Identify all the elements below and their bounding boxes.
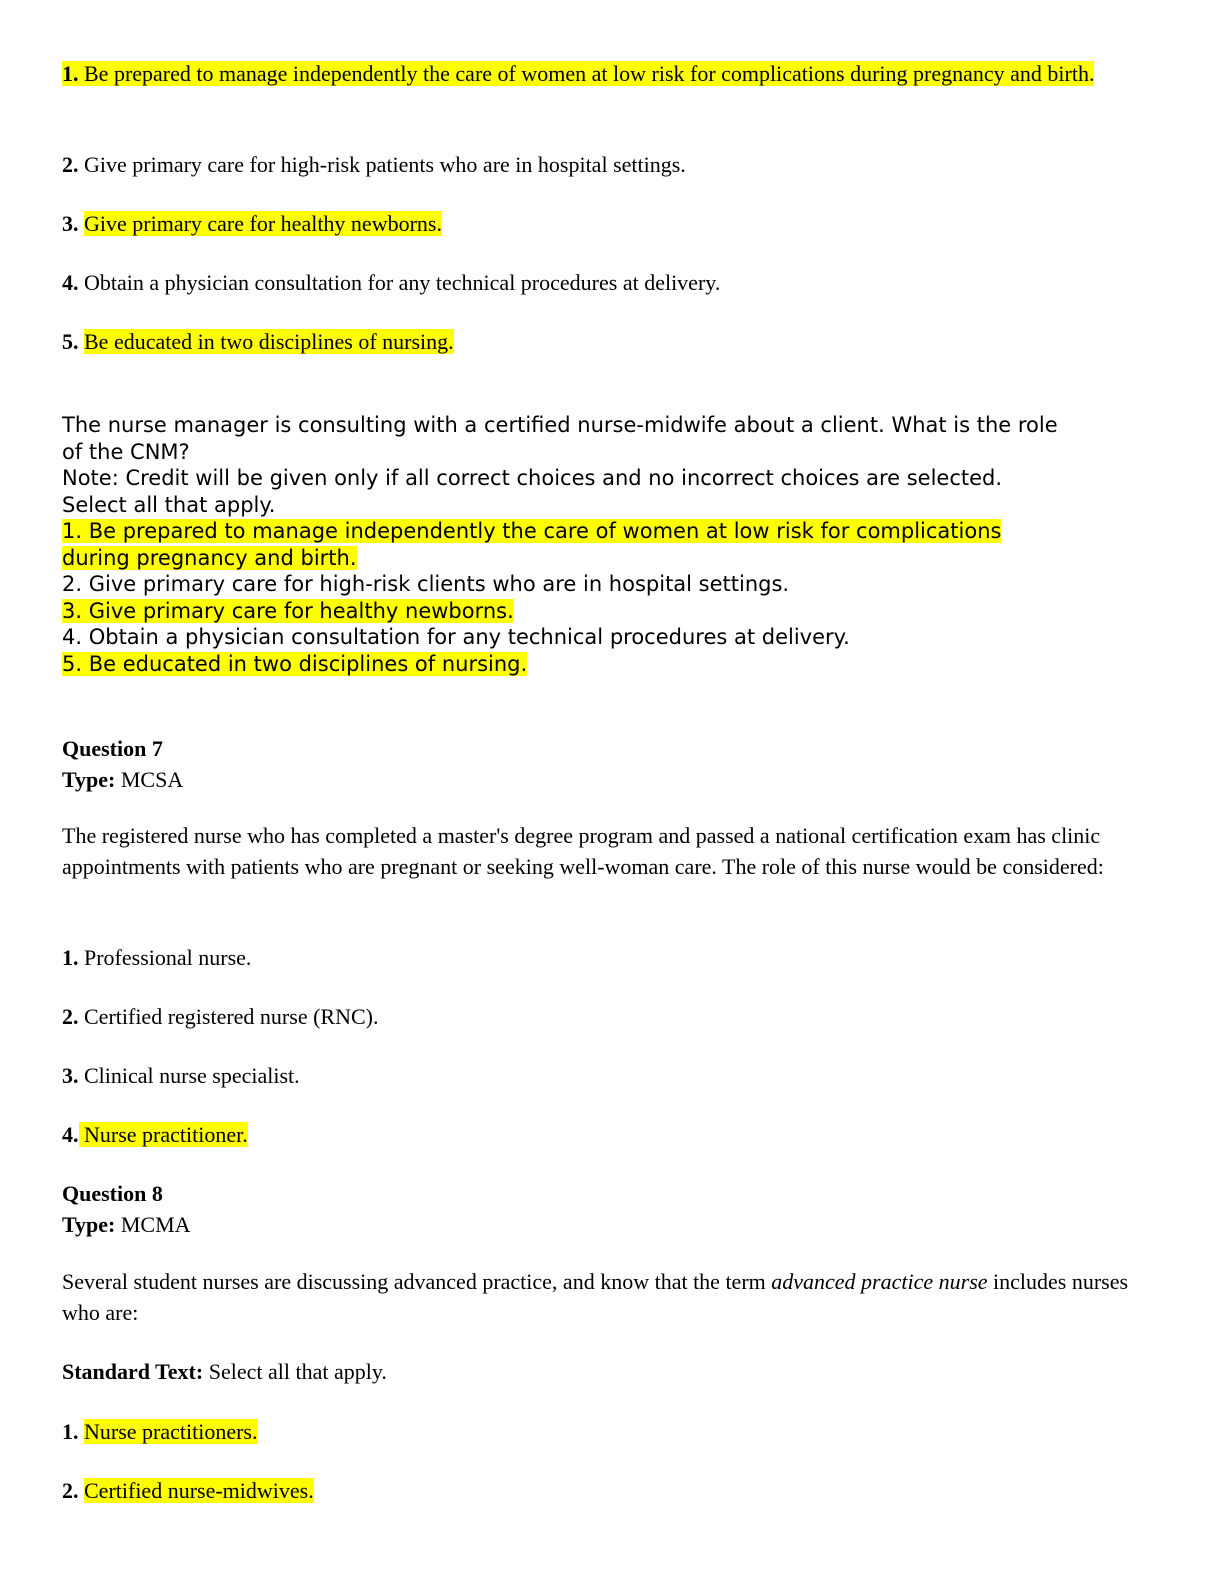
type-value: MCSA: [120, 767, 184, 792]
option-number: 2.: [62, 1478, 79, 1503]
question-8-title: Question 8: [62, 1181, 163, 1206]
credit-note: Note: Credit will be given only if all correct choices and no incorrect choices are selected.: [62, 466, 1003, 490]
instruction: Select all that apply.: [62, 492, 276, 517]
option-text: Professional nurse.: [84, 945, 252, 970]
standard-text: [62, 1356, 1162, 1387]
option-number: 1.: [62, 945, 79, 970]
q7-option-3: [62, 1060, 1162, 1091]
option-text: Be educated in two disciplines of nursing.: [84, 329, 454, 354]
option-text: Obtain a physician consultation for any technical procedures at delivery.: [84, 270, 721, 295]
standard-value: Select all that apply.: [208, 1359, 387, 1384]
option-text: Nurse practitioner.: [84, 1122, 248, 1147]
option-text: Give primary care for healthy newborns.: [84, 211, 442, 236]
option-text: Nurse practitioners.: [84, 1419, 258, 1444]
option-number: 1.: [62, 61, 79, 86]
question-stem-cont: of the CNM?: [62, 439, 190, 464]
option-number: 4.: [62, 270, 79, 295]
type-value: MCMA: [120, 1212, 191, 1237]
q7-option-2: [62, 1001, 1162, 1032]
term-italic: advanced practice nurse: [771, 1269, 988, 1294]
option-number: 2.: [62, 152, 79, 177]
option-2: [62, 149, 1162, 180]
option-number: 3.: [62, 1063, 79, 1088]
option-text: Be prepared to manage independently the care of women at low risk for complications during pregnancy and birth.: [84, 61, 1095, 86]
q7-option-1: [62, 942, 1162, 973]
option-5: [62, 326, 1162, 357]
question-7-stem: The registered nurse who has completed a master's degree program and passed a national certification exam has clinic appointments with patients who are pregnant or seeking well-woman care. The role of this nurse would be considered:: [62, 823, 1104, 879]
standard-label: Standard Text:: [62, 1359, 204, 1384]
question-stem: The nurse manager is consulting with a certified nurse-midwife about a client. What is the role: [62, 413, 1058, 437]
type-label: Type:: [62, 1212, 116, 1237]
option-1: [62, 58, 1162, 89]
option-text: Give primary care for high-risk patients who are in hospital settings.: [84, 152, 686, 177]
repeat-option-5: 5. Be educated in two disciplines of nursing.: [62, 651, 528, 676]
question-8-stem: Several student nurses are discussing advanced practice, and know that the term advanced practice nurse includes nurses who are:: [62, 1269, 1129, 1325]
option-number: 2.: [62, 1004, 79, 1029]
question-8-header: [62, 1178, 1162, 1240]
repeat-option-1: 1. Be prepared to manage independently the care of women at low risk for complications: [62, 519, 1002, 543]
question-7-title: Question 7: [62, 736, 163, 761]
option-text: Clinical nurse specialist.: [84, 1063, 300, 1088]
q8-option-2: [62, 1475, 1162, 1506]
option-number: 3.: [62, 211, 79, 236]
repeat-option-3: 3. Give primary care for healthy newborns.: [62, 598, 514, 623]
repeated-question: [62, 412, 1162, 677]
q7-option-4: [62, 1119, 1162, 1150]
question-7-header: [62, 733, 1162, 795]
q8-option-1: [62, 1416, 1162, 1447]
option-4: [62, 267, 1162, 298]
repeat-option-1-cont: during pregnancy and birth.: [62, 545, 357, 570]
option-3: [62, 208, 1162, 239]
option-text: Certified registered nurse (RNC).: [84, 1004, 379, 1029]
repeat-option-4: 4. Obtain a physician consultation for any technical procedures at delivery.: [62, 625, 850, 649]
option-number: 1.: [62, 1419, 79, 1444]
repeat-option-2: 2. Give primary care for high-risk clients who are in hospital settings.: [62, 572, 790, 596]
option-number: 5.: [62, 329, 79, 354]
option-number: 4.: [62, 1122, 79, 1147]
type-label: Type:: [62, 767, 116, 792]
option-text: Certified nurse-midwives.: [84, 1478, 314, 1503]
